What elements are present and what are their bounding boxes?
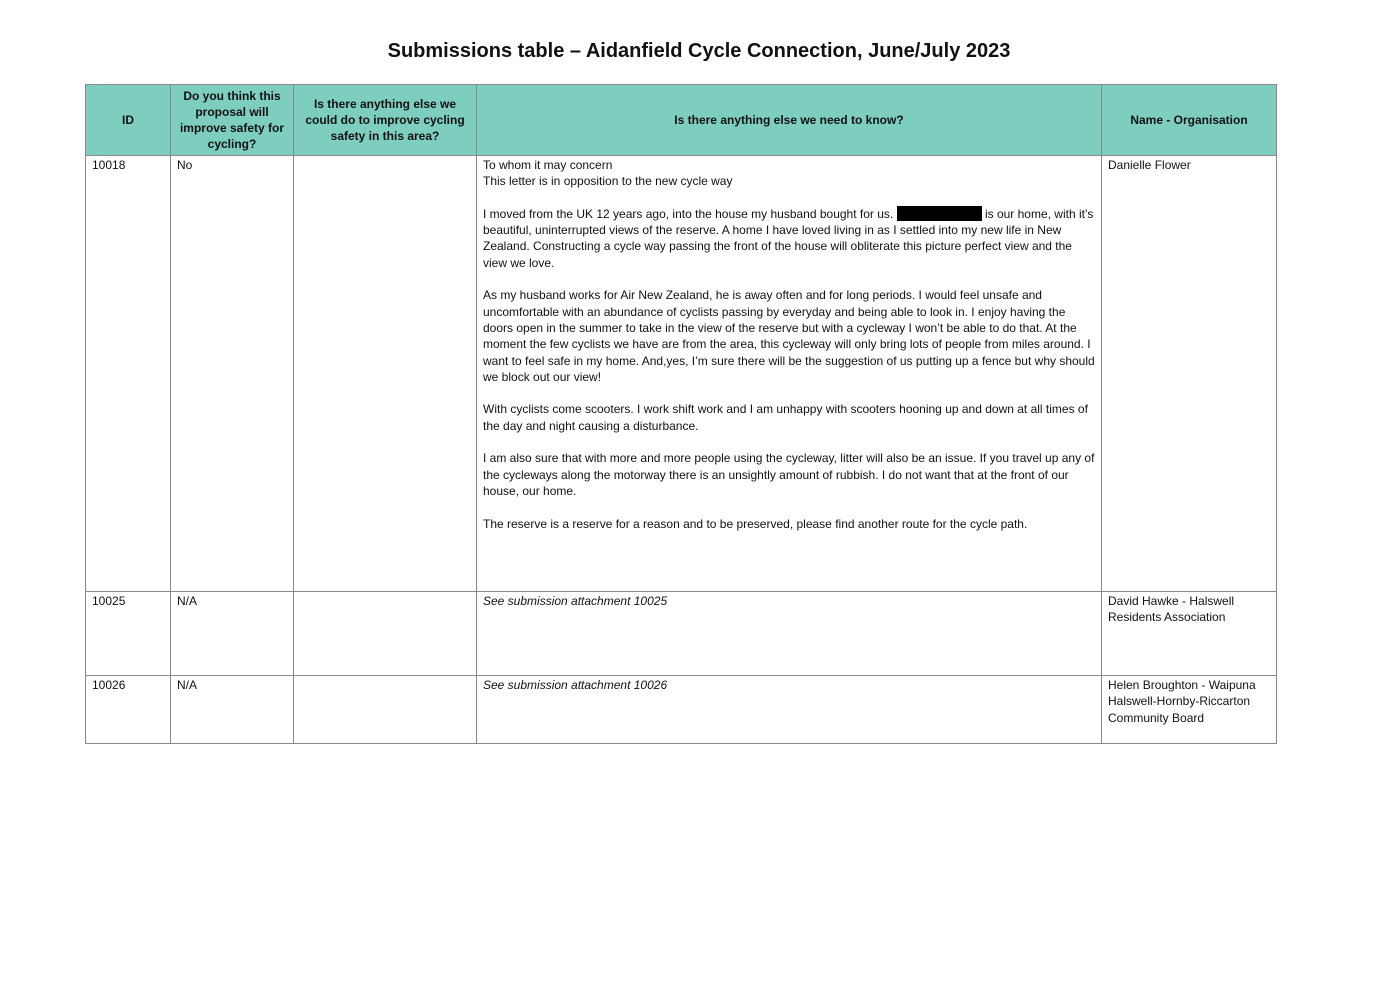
cell-anything-else-do [294,156,477,592]
redaction-block [897,206,982,221]
letter-paragraph [483,206,1095,271]
table-row [86,156,1277,592]
cell-improve-safety: N/A [171,676,294,744]
cell-need-to-know: See submission attachment 10025 [477,592,1102,676]
cell-id: 10018 [86,156,171,592]
cell-improve-safety: No [171,156,294,592]
column-header-need-to-know: Is there anything else we need to know? [477,85,1102,156]
column-header-improve-safety: Do you think this proposal will improve safety for cycling? [171,85,294,156]
page-title: Submissions table – Aidanfield Cycle Connection, June/July 2023 [387,40,1011,62]
letter-paragraph: With cyclists come scooters. I work shift work and I am unhappy with scooters hooning up and down at all times of the day and night causing a disturbance. [483,402,1088,433]
column-header-id: ID [86,85,171,156]
cell-improve-safety: N/A [171,592,294,676]
table-header-row [86,85,1277,156]
column-header-anything-else-do: Is there anything else we could do to improve cycling safety in this area? [294,85,477,156]
cell-anything-else-do [294,676,477,744]
cell-name-organisation: Helen Broughton - Waipuna Halswell-Hornby-Riccarton Community Board [1102,676,1277,744]
column-header-name-organisation: Name - Organisation [1102,85,1277,156]
cell-id: 10026 [86,676,171,744]
cell-need-to-know: See submission attachment 10026 [477,676,1102,744]
cell-need-to-know [477,156,1102,592]
cell-id: 10025 [86,592,171,676]
cell-name-organisation: David Hawke - Halswell Residents Association [1102,592,1277,676]
table-row [86,676,1277,744]
letter-text: is our home, with it’s beautiful, uninterrupted views of the reserve. A home I have loved living in as I settled into my new life in New Zealand. Constructing a cycle way passing the front of the house will obliterate this picture perfect view and the view we love. [483,206,1094,270]
cell-name-organisation: Danielle Flower [1102,156,1277,592]
letter-paragraph: I am also sure that with more and more people using the cycleway, litter will also be an issue. If you travel up any of the cycleways along the motorway there is an unsightly amount of rubbish. I do not want that at the front of our house, our home. [483,451,1095,498]
cell-anything-else-do [294,592,477,676]
table-row [86,592,1277,676]
letter-opening: This letter is in opposition to the new cycle way [483,174,733,189]
letter-text: I moved from the UK 12 years ago, into the house my husband bought for us. [483,206,894,221]
letter-paragraph: The reserve is a reserve for a reason and to be preserved, please find another route for the cycle path. [483,516,1028,531]
letter-paragraph: As my husband works for Air New Zealand, he is away often and for long periods. I would feel unsafe and uncomfortable with an abundance of cyclists passing by everyday and being able to look in. I enjoy having the doors open in the summer to take in the view of the reserve but with a cycleway I won’t be able to do that. At the moment the few cyclists we have are from the area, this cycleway will only bring lots of people from miles around. I want to feel safe in my home. And,yes, I’m sure there will be the suggestion of us putting up a fence but why should we block out our view! [483,288,1095,384]
submissions-table [85,84,1277,744]
letter-paragraph [483,157,1095,190]
letter-salutation: To whom it may concern [483,158,613,172]
